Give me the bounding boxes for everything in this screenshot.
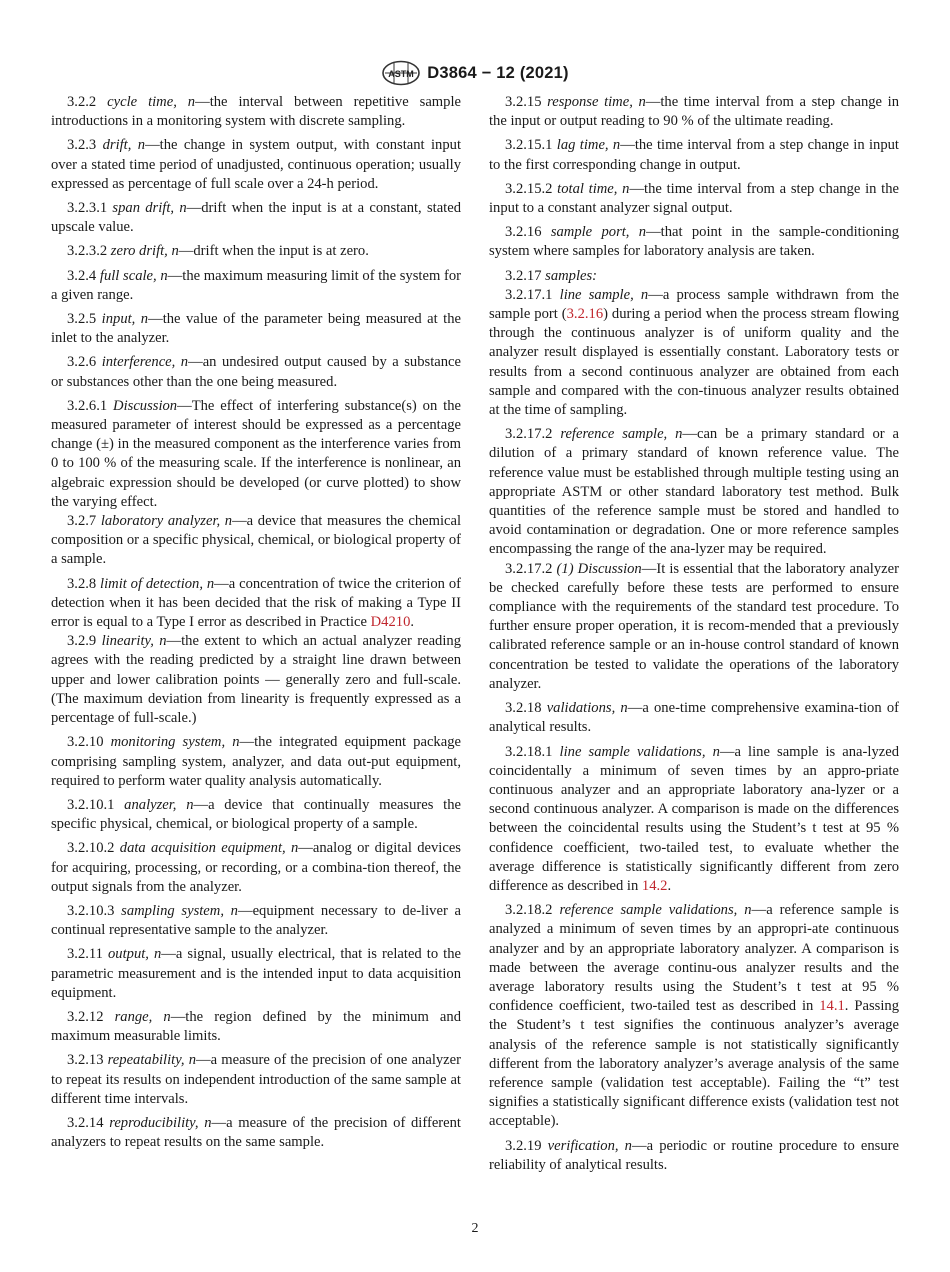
defined-term: drift, n: [102, 137, 146, 154]
definition-paragraph: [51, 267, 461, 305]
defined-term: full scale, n: [99, 267, 168, 284]
definition-paragraph: [51, 93, 461, 131]
definition-text: —the interval between repetitive sample introductions in a monitoring system with discrete sampling.: [51, 94, 461, 130]
definition-text: —a concentration of twice the criterion of detection when it has been decided that the risk of making a Type II error is equal to a Type I error as described in Practice: [51, 575, 461, 631]
defined-term: data acquisition equipment, n: [119, 840, 299, 857]
defined-term: monitoring system, n: [110, 734, 240, 751]
defined-term: line sample validations, n: [559, 743, 720, 760]
definition-paragraph: [51, 632, 461, 728]
definition-paragraph: [51, 397, 461, 512]
defined-term: Discussion: [113, 397, 178, 414]
definition-text: —drift when the input is at a constant, stated upscale value.: [51, 200, 462, 236]
definition-text: —that point in the sample-conditioning system where samples for laboratory analysis are taken.: [489, 224, 899, 260]
svg-text:ASTM: ASTM: [388, 69, 415, 79]
definition-text: —the time interval from a step change in input to the first corresponding change in output.: [489, 137, 899, 173]
section-number: 3.2.10.1: [67, 796, 115, 813]
definition-text: —a device that continually measures the specific physical, chemical, or biological property of a sample.: [51, 796, 461, 833]
definition-paragraph: [51, 1008, 461, 1046]
definition-paragraph: [489, 699, 899, 737]
section-number: 3.2.15.1: [505, 137, 553, 154]
section-number: 3.2.9: [67, 633, 97, 650]
defined-term: span drift, n: [112, 200, 187, 217]
definition-text-continued: ) during a period when the process stream flowing through the continuous analyzer is of uniform quality and the analyzer result displayed is essentially constant. Laboratory tests or results from a second continuous analyzer are obtained from each sample and compared with the con-tinuous analyzer results obtained at the time of sampling.: [489, 306, 899, 419]
definition-paragraph: [51, 796, 461, 834]
definition-paragraph: [51, 902, 461, 940]
definition-paragraph: [489, 136, 899, 174]
definition-text: —the change in system output, with constant input over a stated time period of unadjusted, continuous operation; usually expressed as percentage of full scale over a 24-h period.: [51, 137, 462, 192]
definition-paragraph: [489, 425, 899, 559]
definition-paragraph: [51, 945, 461, 1003]
section-number: 3.2.15: [505, 94, 542, 110]
section-number: 3.2.17: [505, 267, 542, 284]
defined-term: response time, n: [547, 94, 646, 110]
definition-paragraph: [51, 575, 461, 633]
definition-paragraph: [51, 839, 461, 897]
right-column: [489, 93, 899, 1180]
defined-term: sample port, n: [550, 224, 647, 241]
document-id: D3864 − 12 (2021): [427, 63, 569, 82]
defined-term: repeatability, n: [107, 1052, 196, 1069]
definition-text: —drift when the input is at zero.: [178, 243, 369, 260]
definition-text: —analog or digital devices for acquiring, processing, or recording, or a combina-tion thereof, the output signals from the analyzer.: [51, 840, 461, 895]
definition-text: —the value of the parameter being measured at the inlet to the analyzer.: [51, 311, 462, 347]
definition-text-continued: . Passing the Student’s t test signifies the continuous analyzer’s average analysis of the reference sample is not statistically significantly different from the laboratory analyzer’s average analysis of the same reference sample (validation test acceptable). Failing the “t” test signifies a statistically significant difference exists (validation test not acceptable).: [489, 998, 899, 1130]
section-number: 3.2.10.2: [67, 840, 115, 857]
page-header: [0, 60, 950, 86]
section-number: 3.2.3.2: [67, 243, 108, 260]
definition-paragraph: [51, 733, 461, 791]
definition-text: —the maximum measuring limit of the system for a given range.: [51, 267, 461, 303]
defined-term: reference sample, n: [560, 426, 683, 443]
cross-reference-link[interactable]: 14.1: [819, 998, 845, 1015]
defined-term: reproducibility, n: [109, 1114, 212, 1131]
definition-text: —a reference sample is analyzed a minimum of seven times by an appropri-ate continuous analyzer and by an appropriate laboratory analyzer. A comparison is made between the average continu-ous analyzer results and the average laboratory results using the Student’s t test at 95 % confidence coefficient, two-tailed test as described in: [489, 902, 899, 1015]
definition-text: —the integrated equipment package comprising sampling system, analyzer, and data out-put equipment, required to perform water quality analysis automatically.: [51, 734, 461, 789]
section-number: 3.2.17.2: [505, 426, 553, 443]
defined-term: reference sample validations, n: [559, 902, 752, 919]
definition-text: —an undesired output caused by a substance or substances other than the one being measured.: [51, 354, 461, 390]
definition-text: —a line sample is ana-lyzed coincidentally a minimum of seven times by an appro-priate continuous analyzer and an appropriate laboratory ana-lyzer or a second continuous analyzer. A comparison is made on the differences between the coincidental results using the Student’s t test at 95 % confidence coefficient, two-tailed test, to evaluate whether the average difference is statistically significantly different from zero difference as described in: [489, 743, 899, 894]
definition-paragraph: [489, 286, 899, 420]
definition-text: —equipment necessary to de-liver a continual representative sample to the analyzer.: [51, 902, 461, 939]
section-number: 3.2.6: [67, 354, 97, 371]
section-number: 3.2.12: [67, 1008, 104, 1025]
cross-reference-link[interactable]: 3.2.16: [566, 306, 604, 323]
defined-term: (1) Discussion: [556, 560, 642, 577]
defined-term: zero drift, n: [110, 243, 179, 260]
defined-term: line sample, n: [559, 286, 649, 303]
defined-term: range, n: [114, 1008, 171, 1025]
section-number: 3.2.10.3: [67, 902, 115, 919]
definition-text: —a measure of the precision of one analyzer to repeat its results on independent introduction of the same sample at different time intervals.: [51, 1052, 461, 1107]
definition-paragraph: [51, 512, 461, 570]
definition-paragraph: [489, 743, 899, 897]
defined-term: limit of detection, n: [100, 575, 215, 592]
section-number: 3.2.6.1: [67, 397, 108, 414]
definition-paragraph: [51, 136, 461, 194]
section-number: 3.2.3.1: [67, 200, 108, 217]
left-column: [51, 93, 461, 1157]
definition-text: —It is essential that the laboratory analyzer be checked carefully before these tests are performed to ensure compliance with the requirements of the standard test procedure. To further ensure proper operation, it is recom-mended that a previously calibrated reference sample or an in-house control standard of known concentration be tested to validate the operations of the laboratory analyzer.: [489, 560, 899, 692]
definition-text: —The effect of interfering substance(s) on the measured parameter of interest should be expressed as a percentage change (±) in the measured component as the interference varies from 0 to 100 % of the measuring scale. If the interference is nonlinear, an algebraic expression should be developed (or curve plotted) to show the varying effect.: [51, 397, 462, 510]
defined-term: laboratory analyzer, n: [100, 513, 233, 530]
definition-text: —the region defined by the minimum and maximum measurable limits.: [51, 1008, 461, 1045]
section-number: 3.2.13: [67, 1052, 104, 1069]
section-number: 3.2.2: [67, 94, 97, 110]
astm-logo: [381, 60, 421, 86]
section-number: 3.2.17.2: [505, 560, 553, 577]
defined-term: analyzer, n: [124, 796, 194, 813]
section-number: 3.2.15.2: [505, 180, 553, 197]
definition-paragraph: [489, 560, 899, 694]
definition-text: —can be a primary standard or a dilution of a primary standard of known reference value. The reference value must be established through multiple testing using an appropriate ASTM or other standard laboratory test method. Bulk quantities of the reference sample must be stored and handled to avoid contamination or degradation. One or more reference samples encompassing the range of the ana-lyzer may be required.: [489, 426, 899, 558]
definition-paragraph: [489, 93, 899, 131]
definition-paragraph: [489, 1137, 899, 1175]
defined-term: samples:: [545, 267, 598, 284]
definition-text: —the time interval from a step change in the input or output reading to 90 % of the ultimate reading.: [489, 94, 899, 130]
section-number: 3.2.10: [67, 734, 104, 751]
definition-paragraph: [51, 242, 461, 261]
defined-term: verification, n: [547, 1137, 632, 1154]
section-number: 3.2.3: [67, 137, 97, 154]
section-number: 3.2.17.1: [505, 286, 553, 303]
section-number: 3.2.7: [67, 513, 97, 530]
definition-paragraph: [51, 199, 461, 237]
definition-paragraph: [51, 353, 461, 391]
defined-term: total time, n: [557, 180, 630, 197]
definition-text: —a one-time comprehensive examina-tion of analytical results.: [489, 700, 899, 736]
section-number: 3.2.18.2: [505, 902, 553, 919]
section-number: 3.2.5: [67, 311, 97, 328]
defined-term: output, n: [108, 946, 162, 963]
definition-paragraph: [489, 223, 899, 261]
defined-term: validations, n: [546, 700, 628, 717]
section-number: 3.2.16: [505, 224, 542, 241]
definition-text: —the time interval from a step change in the input to a constant analyzer signal output.: [489, 180, 899, 217]
definition-text-continued: .: [410, 614, 415, 631]
definition-paragraph: [51, 1114, 461, 1152]
definition-paragraph: [489, 180, 899, 218]
defined-term: lag time, n: [556, 137, 621, 154]
defined-term: interference, n: [101, 354, 189, 371]
definition-text: —a signal, usually electrical, that is related to the parametric measurement and is the intended input to data acquisition equipment.: [51, 946, 461, 1001]
definition-paragraph: [489, 901, 899, 1131]
definition-paragraph: [51, 1051, 461, 1109]
definition-text: —a measure of the precision of different analyzers to repeat results on the same sample.: [51, 1114, 461, 1151]
definition-text-continued: .: [667, 877, 672, 894]
definition-paragraph: [489, 267, 899, 286]
section-number: 3.2.14: [67, 1114, 104, 1131]
definition-text: —the extent to which an actual analyzer reading agrees with the reading predicted by a straight line drawn between upper and lower calibration points — generally zero and full-scale. (The maximum deviation from linearity is frequently expressed as a percentage of full-scale.): [51, 633, 461, 727]
cross-reference-link[interactable]: 14.2: [641, 877, 668, 894]
section-number: 3.2.18.1: [505, 743, 553, 760]
page-number: 2: [471, 1221, 479, 1236]
section-number: 3.2.11: [67, 946, 103, 963]
definition-paragraph: [51, 310, 461, 348]
definition-text: —a process sample withdrawn from the sample port (: [489, 286, 899, 323]
defined-term: linearity, n: [101, 633, 167, 650]
section-number: 3.2.4: [67, 267, 97, 284]
definition-text: —a periodic or routine procedure to ensure reliability of analytical results.: [489, 1137, 899, 1173]
defined-term: cycle time, n: [107, 94, 196, 110]
section-number: 3.2.19: [505, 1137, 542, 1154]
section-number: 3.2.8: [67, 575, 97, 592]
definition-text: —a device that measures the chemical composition or a specific physical, chemical, or biological property of a sample.: [51, 513, 462, 568]
defined-term: sampling system, n: [121, 902, 238, 919]
defined-term: input, n: [101, 311, 149, 328]
section-number: 3.2.18: [505, 700, 542, 717]
cross-reference-link[interactable]: D4210: [370, 614, 411, 631]
